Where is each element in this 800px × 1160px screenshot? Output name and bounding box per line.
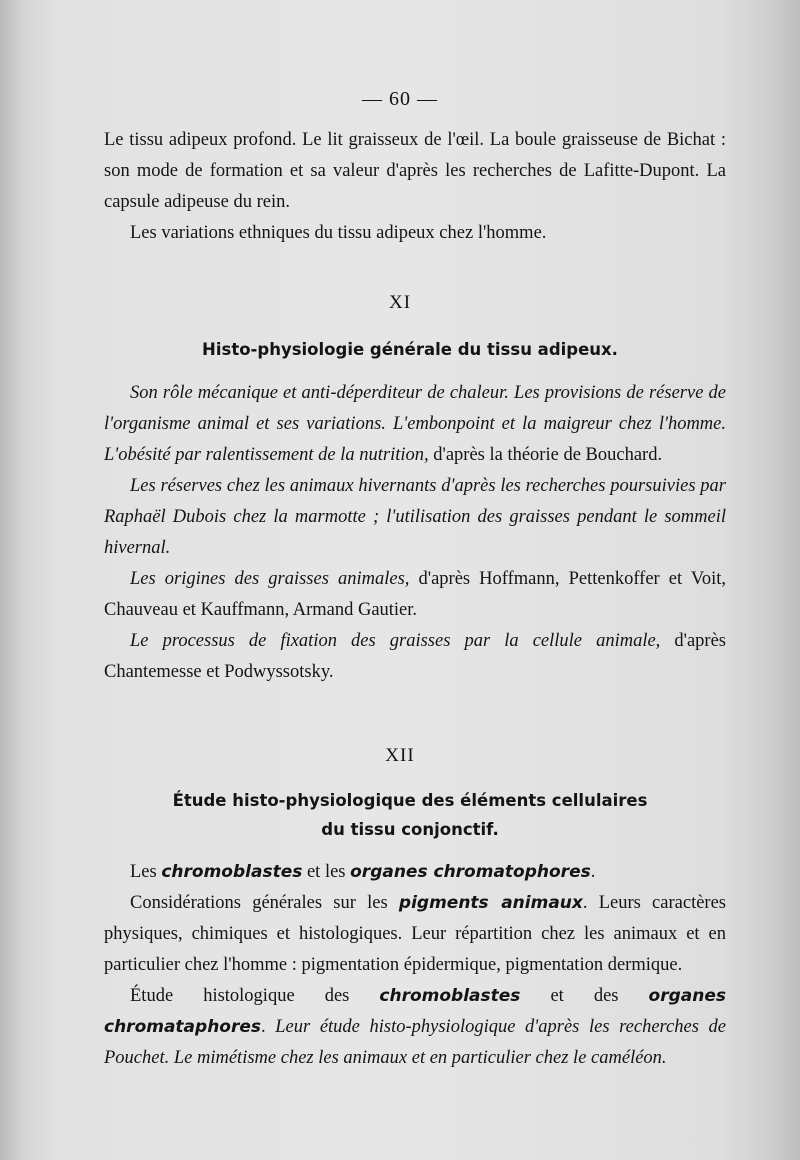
section-xi-paragraph-1-rest: d'après la théorie de Bouchard.	[428, 445, 663, 465]
text-run: Considérations générales sur les	[130, 893, 399, 913]
text-run: Étude histologique des	[130, 986, 380, 1006]
term-chromoblastes: chromoblastes	[161, 862, 303, 882]
text-run: .	[590, 862, 596, 882]
term-chromoblastes: chromoblastes	[379, 986, 521, 1006]
section-xi-title: Histo-physiologie générale du tissu adipeux.	[202, 340, 618, 359]
text-run: . Leurs caractères physiques, chimiques et histologiques. Leur répartition chez les animaux et en particulier chez l'homme : pigmentation épidermique, pigmentation dermique.	[104, 893, 726, 975]
section-xii-paragraph-1	[104, 857, 726, 888]
section-xi-paragraph-1-italic: Son rôle mécanique et anti-déperditeur de chaleur. Les provisions de réserve de l'organisme animal et ses variations. L'embonpoint et la maigreur chez l'homme. L'obésité par ralentissement de la nutrition,	[104, 383, 726, 465]
section-xii-paragraph-3	[104, 981, 726, 1074]
text-run: et des	[520, 986, 649, 1006]
text-run: .	[261, 1017, 276, 1037]
section-xi-body	[104, 378, 726, 688]
term-organes-chromatophores: organes chromatophores	[350, 862, 591, 882]
section-xii-paragraph-2	[104, 888, 726, 981]
page-number: — 60 —	[362, 88, 438, 110]
intro-paragraph-2: Les variations ethniques du tissu adipeux chez l'homme.	[130, 223, 547, 243]
section-xii-body	[104, 857, 726, 1074]
term-pigments-animaux: pigments animaux	[398, 893, 583, 913]
text-run: et les	[302, 862, 351, 882]
section-xii-title-line-2: du tissu conjonctif.	[321, 820, 499, 839]
section-xii-title-line-1: Étude histo-physiologique des éléments cellulaires	[172, 791, 648, 810]
text-run: Les	[130, 862, 162, 882]
term-organes-chromataphores: organes chromataphores	[104, 986, 726, 1037]
section-xi-paragraph-3-italic: Les origines des graisses animales,	[130, 569, 410, 589]
section-xi-paragraph-4	[104, 626, 726, 688]
section-xii-title	[120, 786, 700, 844]
intro-block	[104, 125, 726, 249]
section-xi-paragraph-4-italic: Le processus de fixation des graisses par la cellule animale,	[130, 631, 661, 651]
section-xi-paragraph-3-rest: d'après Hoffmann, Pettenkoffer et Voit, Chauveau et Kauffmann, Armand Gautier.	[104, 569, 727, 620]
section-xi-paragraph-1	[104, 378, 726, 471]
text-run-italic: Leur étude histo-physiologique d'après les recherches de Pouchet. Le mimétisme chez les animaux et en particulier chez le caméléon.	[104, 1017, 727, 1068]
section-xi-paragraph-2: Les réserves chez les animaux hivernants d'après les recherches poursuivies par Raphaël Dubois chez la marmotte ; l'utilisation des graisses pendant le sommeil hivernal.	[104, 476, 726, 558]
section-xii-numeral: XII	[385, 745, 415, 766]
intro-paragraph-1: Le tissu adipeux profond. Le lit graisseux de l'œil. La boule graisseuse de Bichat : son mode de formation et sa valeur d'après les recherches de Lafitte-Dupont. La capsule adipeuse du rein.	[104, 130, 726, 212]
section-xi-paragraph-3	[104, 564, 726, 626]
section-xi-paragraph-4-rest: d'après Chantemesse et Podwyssotsky.	[104, 631, 726, 682]
section-xi-numeral: XI	[388, 292, 412, 313]
